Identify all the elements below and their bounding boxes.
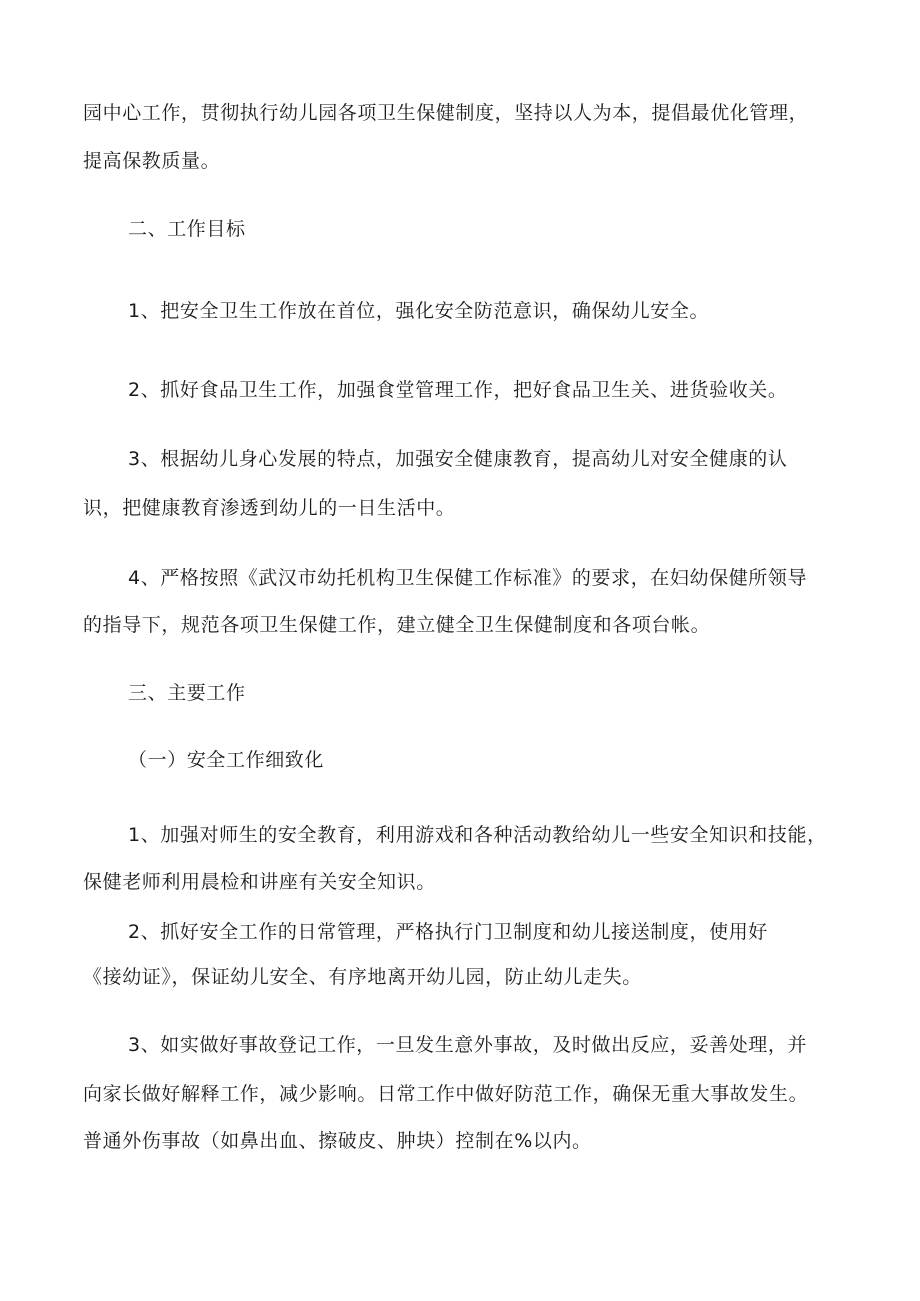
goal-item-3-line-2: 识，把健康教育渗透到幼儿的一日生活中。 [83,497,456,519]
section-3-heading: 三、主要工作 [128,682,246,704]
work-item-2-line-2: 《接幼证》，保证幼儿安全、有序地离开幼儿园，防止幼儿走失。 [83,966,642,988]
work-item-3-line-1: 3、如实做好事故登记工作，一旦发生意外事故，及时做出反应，妥善处理，并 [128,1034,808,1056]
work-item-3-line-2: 向家长做好解释工作，减少影响。日常工作中做好防范工作，确保无重大事故发生。 [83,1083,809,1105]
goal-item-4-line-1: 4、严格按照《武汉市幼托机构卫生保健工作标准》的要求，在妇幼保健所领导 [128,567,808,589]
section-2-heading: 二、工作目标 [128,218,246,240]
section-3-subheading: （一）安全工作细致化 [128,749,325,771]
work-item-1-line-1: 1、加强对师生的安全教育，利用游戏和各种活动教给幼儿一些安全知识和技能， [128,824,827,846]
goal-item-4-line-2: 的指导下，规范各项卫生保健工作，建立健全卫生保健制度和各项台帐。 [83,614,711,636]
work-item-2-line-1: 2、抓好安全工作的日常管理，严格执行门卫制度和幼儿接送制度，使用好 [128,921,768,943]
goal-item-1: 1、把安全卫生工作放在首位，强化安全防范意识，确保幼儿安全。 [128,300,710,322]
intro-line-2: 提高保教质量。 [83,150,221,172]
work-item-1-line-2: 保健老师利用晨检和讲座有关安全知识。 [83,871,436,893]
goal-item-3-line-1: 3、根据幼儿身心发展的特点，加强安全健康教育，提高幼儿对安全健康的认 [128,448,788,470]
work-item-3-line-3: 普通外伤事故（如鼻出血、擦破皮、肿块）控制在%以内。 [83,1130,592,1152]
intro-line-1: 园中心工作，贯彻执行幼儿园各项卫生保健制度，坚持以人为本，提倡最优化管理， [83,102,809,124]
goal-item-2: 2、抓好食品卫生工作，加强食堂管理工作，把好食品卫生关、进货验收关。 [128,379,788,401]
